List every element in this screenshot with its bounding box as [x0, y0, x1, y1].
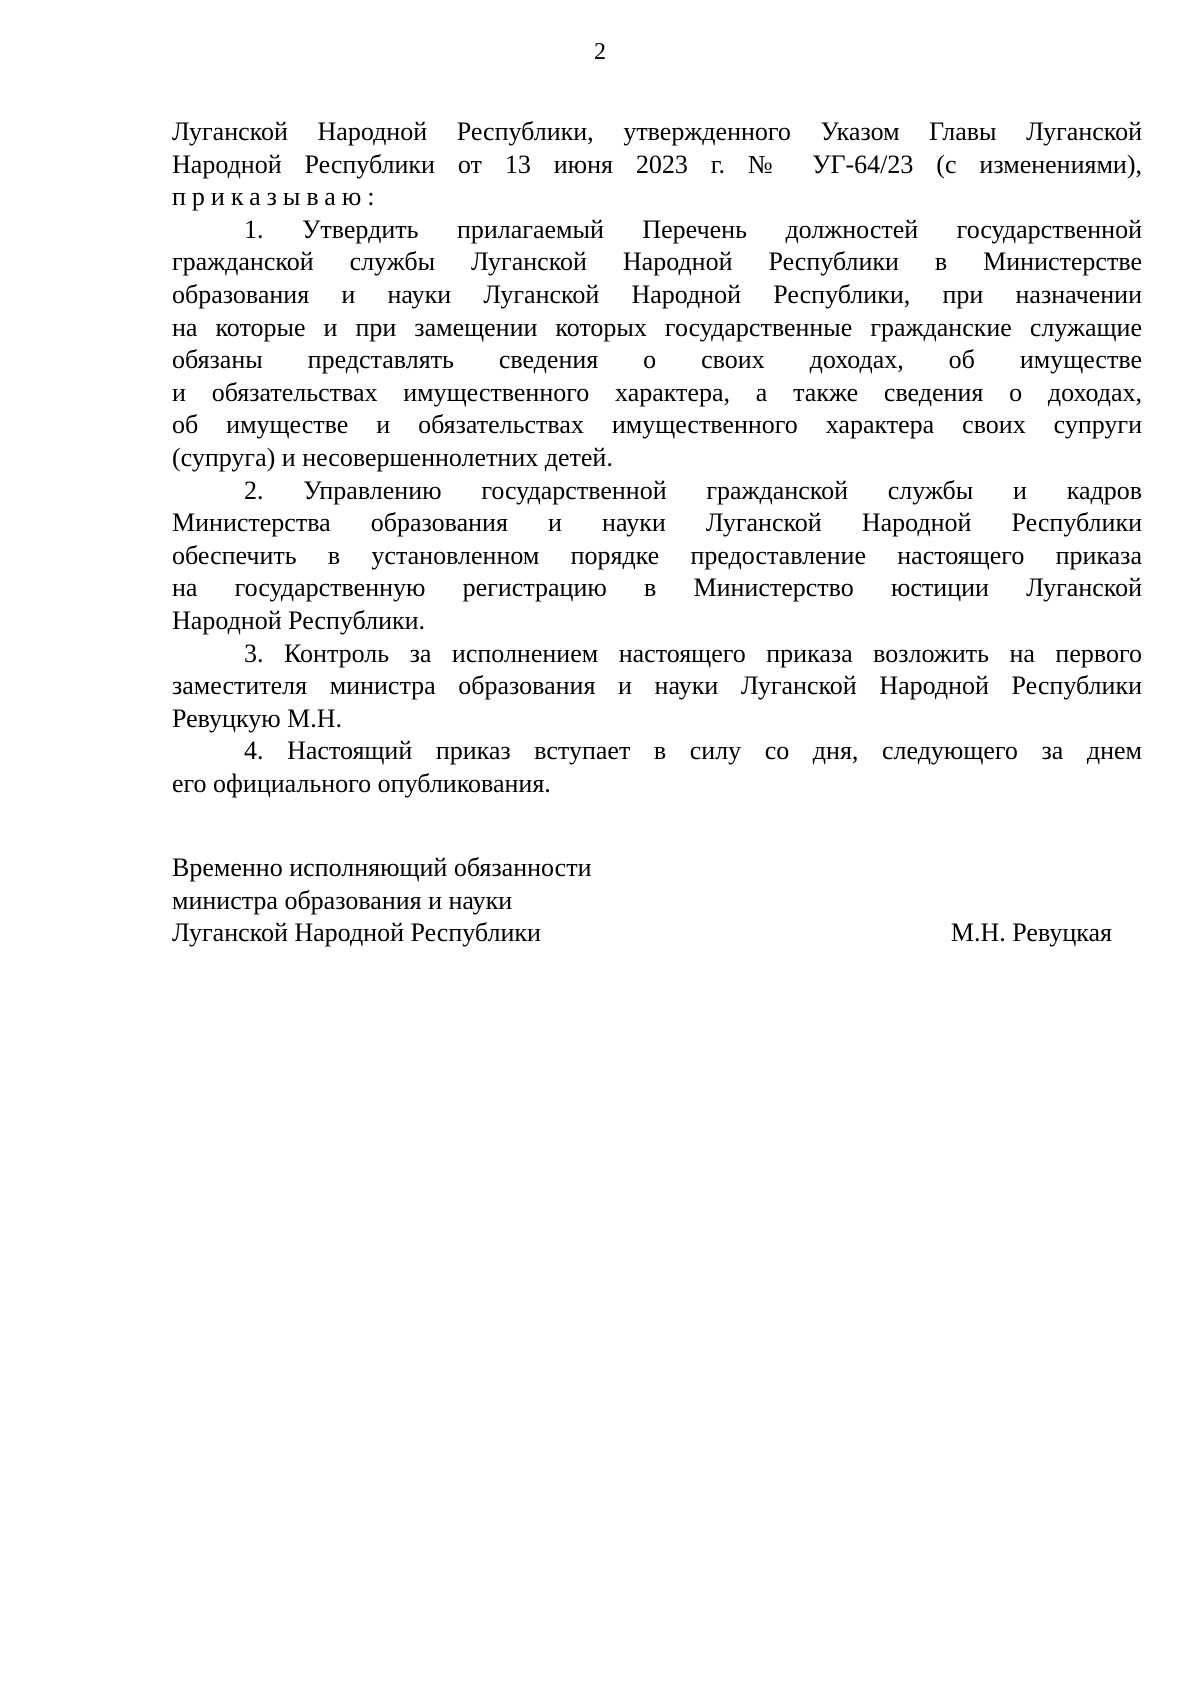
text-line: 1. Утвердить прилагаемый Перечень должностей государственной	[244, 214, 1142, 244]
text-line: Народной Республики от 13 июня 2023 г. № УГ-64/23 (с изменениями),	[172, 149, 1142, 179]
text-line: заместителя министра образования и науки Луганской Народной Республики	[172, 671, 1142, 701]
text-line: образования и науки Луганской Народной Республики, при назначении	[172, 279, 1142, 309]
text-line: (супруга) и несовершеннолетних детей.	[172, 442, 613, 472]
text-line: Луганской Народной Республики, утвержденного Указом Главы Луганской	[172, 117, 1142, 146]
intro-paragraph	[172, 116, 1142, 214]
item-1-paragraph	[172, 214, 1142, 475]
item-2-paragraph	[172, 475, 1142, 638]
text-line: обеспечить в установленном порядке предоставление настоящего приказа	[172, 540, 1142, 570]
text-line: Народной Республики.	[172, 605, 426, 635]
signer-position-line: Луганской Народной Республики	[172, 918, 541, 948]
signature-block	[172, 852, 1112, 950]
text-line: на которые и при замещении которых государственные гражданские служащие	[172, 312, 1142, 342]
signer-position-line: Временно исполняющий обязанности	[172, 853, 592, 882]
decree-word: приказываю:	[172, 182, 381, 212]
document-body	[172, 116, 1142, 800]
text-line: гражданской службы Луганской Народной Республики в Министерстве	[172, 247, 1142, 277]
text-line: 3. Контроль за исполнением настоящего приказа возложить на первого	[244, 638, 1142, 668]
text-line: обязаны представлять сведения о своих доходах, об имуществе	[172, 345, 1142, 375]
text-line: 2. Управлению государственной гражданской службы и кадров	[244, 475, 1142, 505]
text-line: Ревуцкую М.Н.	[172, 703, 343, 733]
item-3-paragraph	[172, 638, 1142, 736]
text-line: на государственную регистрацию в Министерство юстиции Луганской	[172, 573, 1142, 603]
text-line: об имуществе и обязательствах имущественного характера своих супруги	[172, 410, 1142, 440]
signature-row	[172, 917, 1112, 950]
item-4-paragraph	[172, 735, 1142, 800]
text-line: его официального опубликования.	[172, 768, 551, 798]
page-number: 2	[594, 39, 606, 65]
text-line: 4. Настоящий приказ вступает в силу со дня, следующего за днем	[244, 736, 1142, 766]
signer-position-line: министра образования и науки	[172, 885, 513, 915]
text-line: и обязательствах имущественного характера, а также сведения о доходах,	[172, 377, 1142, 407]
signer-name: М.Н. Ревуцкая	[950, 918, 1112, 948]
text-line: Министерства образования и науки Луганской Народной Республики	[172, 508, 1142, 538]
